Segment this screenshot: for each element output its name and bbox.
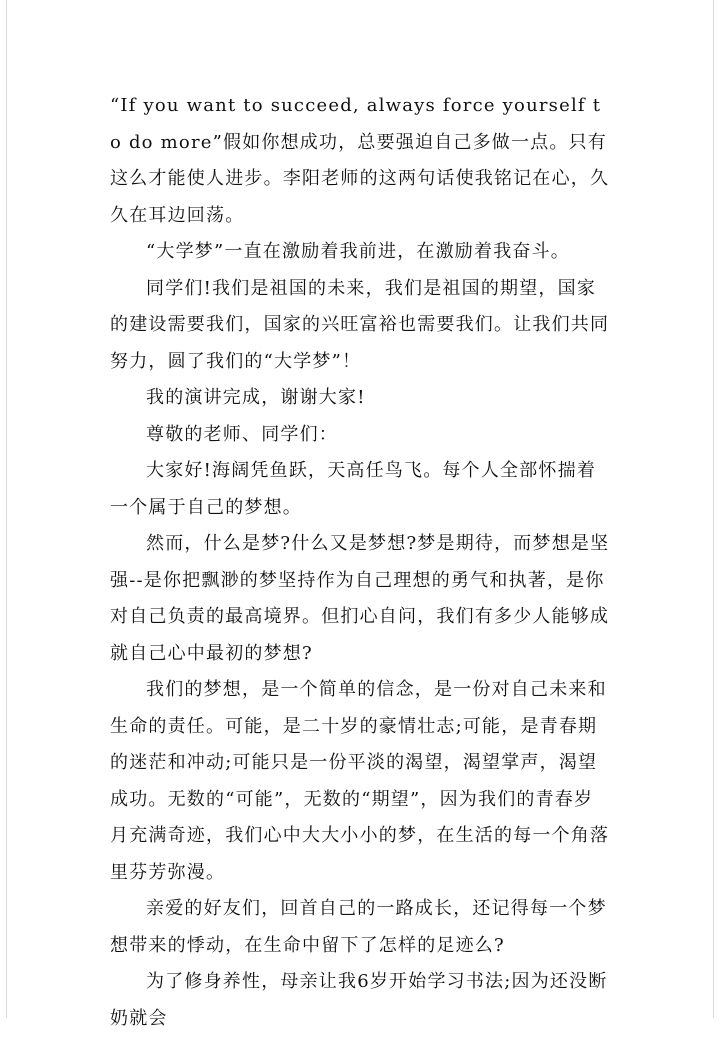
paragraph-university-dream: “大学梦”一直在激励着我前进，在激励着我奋斗。 xyxy=(146,241,571,262)
paragraph-what-is-dream: 然而，什么是梦?什么又是梦想?梦是期待，而梦想是坚强--是你把飘渺的梦坚持作为自己理想的勇气和执著，是你对自己负责的最高境界。但扪心自问，我们有多少人能够成就自己心中最初的梦想? xyxy=(110,533,610,664)
paragraph-our-dream: 我们的梦想，是一个简单的信念，是一份对自己未来和生命的责任。可能，是二十岁的豪情壮志;可能，是青春期的迷茫和冲动;可能只是一份平淡的渴望，渴望掌声，渴望成功。无数的“可能”，无数的“期望”，因为我们的青春岁月充满奇迹，我们心中大大小小的梦，在生活的每一个角落里芬芳弥漫。 xyxy=(110,679,610,883)
paragraph-salutation: 尊敬的老师、同学们： xyxy=(146,423,338,445)
paragraph-calligraphy: 为了修身养性，母亲让我6岁开始学习书法;因为还没断奶就会 xyxy=(110,971,608,1029)
paragraph-speech-end: 我的演讲完成，谢谢大家! xyxy=(146,387,366,408)
document-body xyxy=(110,88,612,1037)
paragraph-greeting: 大家好!海阔凭鱼跃，天高任鸟飞。每个人全部怀揣着一个属于自己的梦想。 xyxy=(110,460,597,518)
page-right-border xyxy=(713,0,714,1018)
page-left-border xyxy=(6,0,7,1018)
paragraph-classmates-call: 同学们!我们是祖国的未来，我们是祖国的期望，国家的建设需要我们，国家的兴旺富裕也需要我们。让我们共同努力，圆了我们的“大学梦”！ xyxy=(110,277,610,372)
paragraph-dear-friends: 亲爱的好友们，回首自己的一路成长，还记得每一个梦想带来的悸动，在生命中留下了怎样的足迹么? xyxy=(110,898,607,956)
paragraph-quote-li-yang: “If you want to succeed, always force yourself to do more”假如你想成功，总要强迫自己多做一点。只有这么才能使人进步。李阳老师的这两句话使我铭记在心，久久在耳边回荡。 xyxy=(110,95,610,226)
